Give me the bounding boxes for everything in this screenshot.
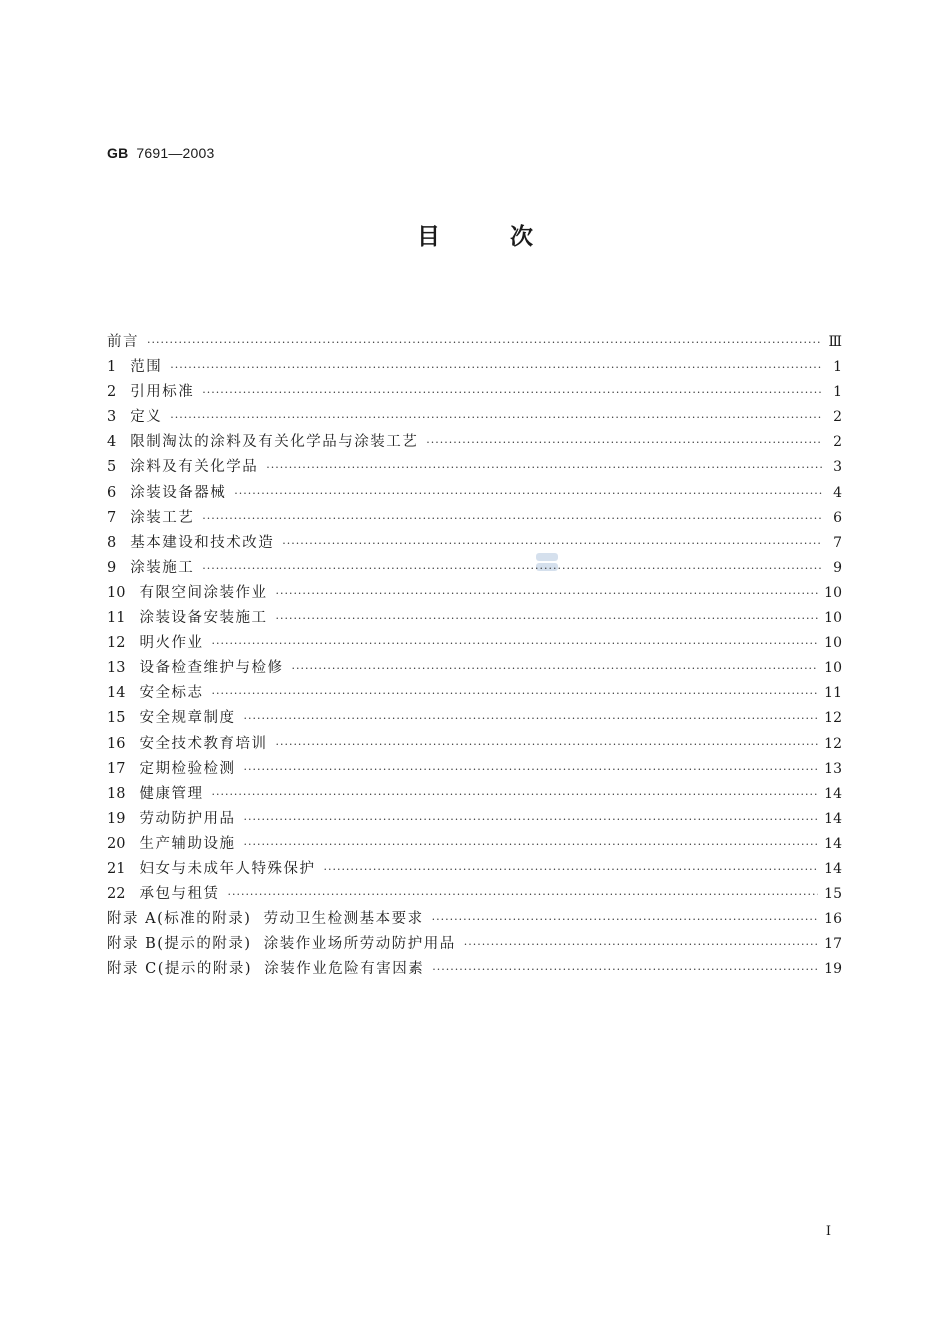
toc-entry-label: [107, 957, 424, 982]
toc-entry-page: Ⅲ: [828, 334, 842, 350]
toc-entry-page: 1: [833, 384, 842, 401]
toc-leader-dots: [243, 757, 818, 782]
toc-entry-page: 10: [824, 660, 842, 677]
standard-code: [107, 145, 215, 161]
toc-leader-dots: [291, 656, 818, 681]
toc-entry-text: 明火作业: [139, 635, 204, 652]
toc-entry-number: 12: [107, 635, 126, 652]
toc-leader-dots: [243, 832, 818, 857]
toc-entry-label: [107, 656, 283, 681]
toc-entry-label: [107, 355, 162, 380]
toc-entry-text: 定义: [130, 409, 163, 426]
toc-entry-label: [107, 581, 267, 606]
toc-leader-dots: [202, 506, 822, 531]
toc-entry-text: 有限空间涂装作业: [139, 584, 268, 601]
toc-entry-number: 3: [107, 409, 117, 426]
toc-entry[interactable]: [107, 380, 842, 405]
toc-leader-dots: [243, 807, 818, 832]
toc-leader-dots: [275, 732, 818, 757]
toc-entry-text: 基本建设和技术改造: [130, 534, 275, 551]
toc-entry-page: 12: [824, 710, 842, 727]
toc-entry-label: [107, 405, 162, 430]
toc-leader-dots: [234, 481, 822, 506]
toc-entry-page: 13: [824, 760, 842, 777]
toc-entry[interactable]: [107, 531, 842, 556]
toc-entry-text: 妇女与未成年人特殊保护: [139, 860, 316, 877]
toc-entry-text: 安全技术教育培训: [139, 735, 268, 752]
toc-entry-page: 2: [833, 434, 842, 451]
toc-entry-label: [107, 481, 226, 506]
toc-entry-page: 16: [824, 911, 842, 928]
toc-leader-dots: [282, 531, 822, 556]
toc-entry-page: 19: [824, 961, 842, 978]
standard-number: 7691—2003: [136, 145, 215, 161]
toc-leader-dots: [464, 932, 818, 957]
toc-entry-label: [107, 430, 418, 455]
toc-leader-dots: [432, 907, 819, 932]
toc-entry-page: 10: [824, 584, 842, 601]
toc-entry[interactable]: [107, 656, 842, 681]
toc-entry-page: 6: [833, 509, 842, 526]
toc-entry-text: 前言: [107, 334, 139, 350]
toc-leader-dots: [211, 782, 818, 807]
toc-entry-page: 7: [833, 534, 842, 551]
toc-entry[interactable]: [107, 882, 842, 907]
toc-entry-label: [107, 556, 194, 581]
toc-entry-text: 引用标准: [130, 384, 195, 401]
toc-entry[interactable]: [107, 631, 842, 656]
toc-entry[interactable]: [107, 907, 842, 932]
toc-entry-page: 4: [833, 484, 842, 501]
toc-leader-dots: [170, 355, 822, 380]
toc-entry[interactable]: [107, 757, 842, 782]
toc-entry[interactable]: [107, 330, 842, 355]
toc-entry-page: 11: [824, 685, 842, 702]
toc-entry[interactable]: [107, 807, 842, 832]
toc-entry-number: 7: [107, 509, 117, 526]
toc-entry-page: 15: [824, 886, 842, 903]
toc-entry-label: [107, 681, 203, 706]
toc-entry-page: 3: [833, 459, 842, 476]
toc-entry[interactable]: [107, 782, 842, 807]
toc-entry-label: [107, 757, 235, 782]
toc-leader-dots: [432, 957, 818, 982]
toc-entry-label: [107, 330, 139, 355]
toc-entry-page: 2: [833, 409, 842, 426]
toc-entry-number: 21: [107, 860, 126, 877]
toc-entry[interactable]: [107, 732, 842, 757]
toc-entry[interactable]: [107, 581, 842, 606]
toc-entry-text: 承包与租赁: [139, 886, 220, 903]
toc-entry-number: 2: [107, 384, 117, 401]
toc-entry[interactable]: [107, 455, 842, 480]
toc-entry-page: 1: [833, 359, 842, 376]
toc-entry-text: 附录 C(提示的附录) 涂装作业危险有害因素: [107, 961, 425, 978]
toc-entry[interactable]: [107, 430, 842, 455]
toc-entry-label: [107, 506, 194, 531]
toc-entry-number: 6: [107, 484, 117, 501]
toc-entry-number: 11: [107, 610, 126, 627]
toc-entry-number: 17: [107, 760, 126, 777]
toc-entry-label: [107, 882, 219, 907]
toc-leader-dots: [266, 455, 822, 480]
toc-entry-text: 涂装工艺: [130, 509, 195, 526]
toc-entry-page: 12: [824, 735, 842, 752]
toc-entry-label: [107, 455, 258, 480]
toc-entry-text: 安全规章制度: [139, 710, 236, 727]
toc-leader-dots: [426, 430, 822, 455]
toc-entry-label: [107, 631, 203, 656]
toc-entry-page: 10: [824, 610, 842, 627]
toc-entry-label: [107, 857, 315, 882]
toc-entry-text: 生产辅助设施: [139, 835, 236, 852]
standard-prefix: GB: [107, 145, 129, 161]
toc-leader-dots: [323, 857, 818, 882]
toc-entry-text: 涂装设备器械: [130, 484, 227, 501]
toc-entry-text: 涂装设备安装施工: [139, 610, 268, 627]
toc-entry-number: 22: [107, 886, 126, 903]
toc-entry-text: 涂料及有关化学品: [130, 459, 259, 476]
toc-entry[interactable]: [107, 857, 842, 882]
toc-entry-label: [107, 807, 235, 832]
toc-entry-label: [107, 706, 235, 731]
toc-entry[interactable]: [107, 681, 842, 706]
toc-entry-label: [107, 832, 235, 857]
toc-entry-number: 9: [107, 559, 117, 576]
toc-leader-dots: [202, 556, 822, 581]
toc-entry-label: [107, 932, 456, 957]
toc-entry-label: [107, 606, 267, 631]
toc-entry-number: 1: [107, 359, 117, 376]
toc-leader-dots: [211, 631, 818, 656]
toc-entry[interactable]: [107, 932, 842, 957]
toc-entry-page: 14: [824, 860, 842, 877]
toc-entry-page: 10: [824, 635, 842, 652]
toc-entry-page: 14: [824, 785, 842, 802]
page-title: 目次: [417, 224, 603, 250]
toc-entry[interactable]: [107, 355, 842, 380]
toc-entry-text: 涂装施工: [130, 559, 195, 576]
toc-entry-page: 14: [824, 835, 842, 852]
toc-entry-text: 劳动防护用品: [139, 810, 236, 827]
toc-entry-label: [107, 907, 424, 932]
toc-leader-dots: [211, 681, 818, 706]
toc-entry-number: 8: [107, 534, 117, 551]
toc-entry-number: 18: [107, 785, 126, 802]
toc-entry[interactable]: [107, 556, 842, 581]
toc-entry-page: 9: [833, 559, 842, 576]
toc-entry-text: 附录 A(标准的附录) 劳动卫生检测基本要求: [107, 911, 424, 928]
toc-entry-number: 14: [107, 685, 126, 702]
toc-entry[interactable]: [107, 506, 842, 531]
toc-leader-dots: [147, 330, 822, 355]
toc-leader-dots: [275, 581, 818, 606]
toc-entry-label: [107, 531, 274, 556]
toc-entry[interactable]: [107, 405, 842, 430]
toc-leader-dots: [202, 380, 822, 405]
toc-entry-label: [107, 380, 194, 405]
toc-entry-text: 范围: [130, 359, 163, 376]
toc-entry-text: 安全标志: [139, 685, 204, 702]
toc-entry-number: 10: [107, 584, 126, 601]
toc-entry-label: [107, 782, 203, 807]
toc-entry-number: 19: [107, 810, 126, 827]
page-number: I: [825, 1224, 831, 1239]
toc-leader-dots: [243, 706, 818, 731]
toc-entry-page: 17: [824, 936, 842, 953]
toc-leader-dots: [275, 606, 818, 631]
toc-entry-number: 15: [107, 710, 126, 727]
toc-leader-dots: [170, 405, 822, 430]
toc-entry-text: 定期检验检测: [139, 760, 236, 777]
toc-entry[interactable]: [107, 606, 842, 631]
toc-entry-number: 13: [107, 660, 126, 677]
toc-entry-page: 14: [824, 810, 842, 827]
toc-entry-text: 附录 B(提示的附录) 涂装作业场所劳动防护用品: [107, 936, 456, 953]
toc-entry-number: 5: [107, 459, 117, 476]
toc-entry[interactable]: [107, 481, 842, 506]
toc-leader-dots: [227, 882, 818, 907]
toc-entry-number: 20: [107, 835, 126, 852]
toc-entry-number: 16: [107, 735, 126, 752]
toc-entry-text: 健康管理: [139, 785, 204, 802]
toc-entry-label: [107, 732, 267, 757]
toc-entry[interactable]: [107, 706, 842, 731]
table-of-contents: [107, 330, 842, 982]
toc-entry[interactable]: [107, 957, 842, 982]
toc-entry-number: 4: [107, 434, 117, 451]
toc-entry-text: 设备检查维护与检修: [139, 660, 284, 677]
toc-entry-text: 限制淘汰的涂料及有关化学品与涂装工艺: [130, 434, 419, 451]
toc-entry[interactable]: [107, 832, 842, 857]
